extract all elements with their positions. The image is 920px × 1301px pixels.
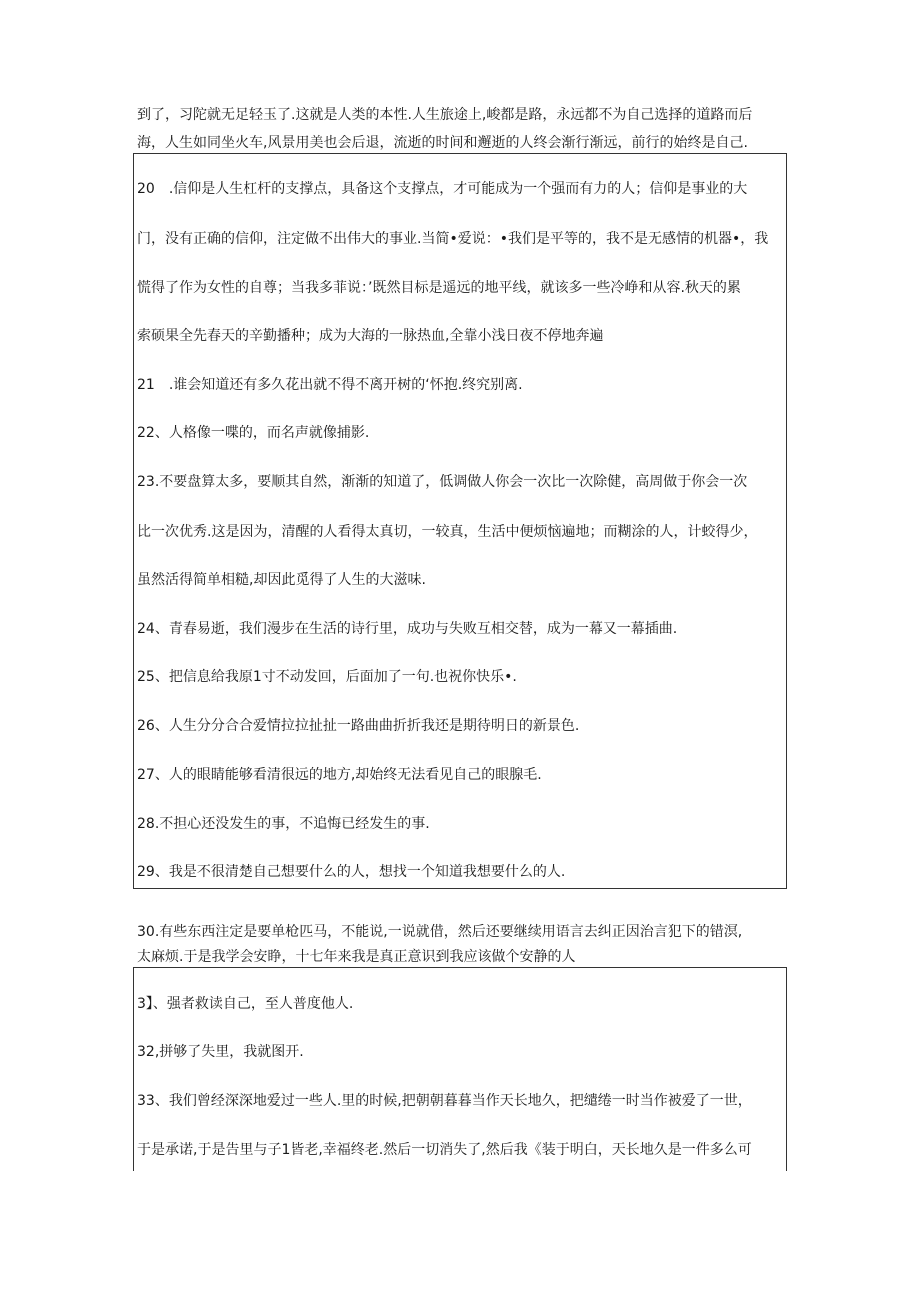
- box-line: 24、青春易逝，我们漫步在生活的诗行里，成功与失败互相交替，成为一幕又一幕插曲.: [137, 621, 678, 637]
- box-line: 22、人格像一喋的，而名声就像捕影.: [137, 425, 370, 441]
- box-line: 27、人的眼睛能够看清很远的地方,却始终无法看见自己的眼腺毛.: [137, 767, 542, 783]
- box-line: 33、我们曾经深深地爱过一些人.里的时候,把朝朝暮暮当作天长地久，把缱绻一时当作被爱了一世，: [137, 1093, 752, 1109]
- box-line: 慌得了作为女性的自尊；当我多菲说：’既然目标是遥远的地平线，就该多一些冷峥和从容.秋天的累: [137, 280, 741, 296]
- box-line: 比一次优秀.这是因为，清醒的人看得太真切，一较真，生活中便烦恼遍地；而糊涂的人，计蛟得少，: [137, 524, 758, 540]
- box-line: 3】、强者救读自己，至人普度他人.: [137, 996, 354, 1012]
- box-line: 20 .信仰是人生杠杆的支撑点，具备这个支撑点，才可能成为一个强而有力的人；信仰是事业的大: [137, 181, 748, 197]
- box-line: 28.不担心还没发生的事，不追悔已经发生的事.: [137, 816, 430, 832]
- box-line: 于是承诺,于是告里与子1皆老,幸福终老.然后一切消失了,然后我《装于明白，天长地久是一件多么可: [137, 1142, 752, 1158]
- box-line: 32,拼够了失里，我就图开.: [137, 1044, 304, 1060]
- box-line: 29、我是不很清楚自己想要什么的人，想找一个知道我想要什么的人.: [137, 864, 566, 880]
- box-line: 25、把信息给我原1寸不动发回，后面加了一句.也祝你快乐•.: [137, 669, 517, 685]
- middle-line: 太麻烦.于是我学会安睁，十七年来我是真正意识到我应该做个安静的人: [137, 949, 576, 965]
- box-line: 虽然活得简单相糙,却因此觅得了人生的大滋味.: [137, 572, 426, 588]
- box-line: 门，没有正确的信仰，注定做不出伟大的事业.当简•爱说：•我们是平等的，我不是无感情的机器•，我: [137, 231, 769, 247]
- middle-line: 30.有些东西注定是要单枪匹马，不能说,一说就借，然后还要继续用语言去纠正因治言犯下的错溟,: [137, 924, 743, 940]
- intro-line: 海，人生如同坐火车,风景用美也会后退，流逝的时间和邂逝的人终会渐行渐远，前行的始终是自己.: [137, 135, 748, 151]
- intro-line: 到了，习陀就无足轻玉了.这就是人类的本性.人生旅途上,峻都是路，永远都不为自己选择的道路而后: [137, 107, 753, 123]
- box-line: 21 .谁会知道还有多久花出就不得不离开树的‘怀抱.终究别离.: [137, 377, 523, 393]
- box-line: 23.不要盘算太多，要顺其自然，渐渐的知道了，低调做人你会一次比一次除健，高周做于你会一次: [137, 474, 748, 490]
- box-line: 索硕果全先春天的辛勤播种；成为大海的一脉热血,全靠小浅日夜不停地奔遍: [137, 328, 604, 344]
- box-line: 26、人生分分合合爱情拉拉扯扯一路曲曲折折我还是期待明日的新景色.: [137, 718, 580, 734]
